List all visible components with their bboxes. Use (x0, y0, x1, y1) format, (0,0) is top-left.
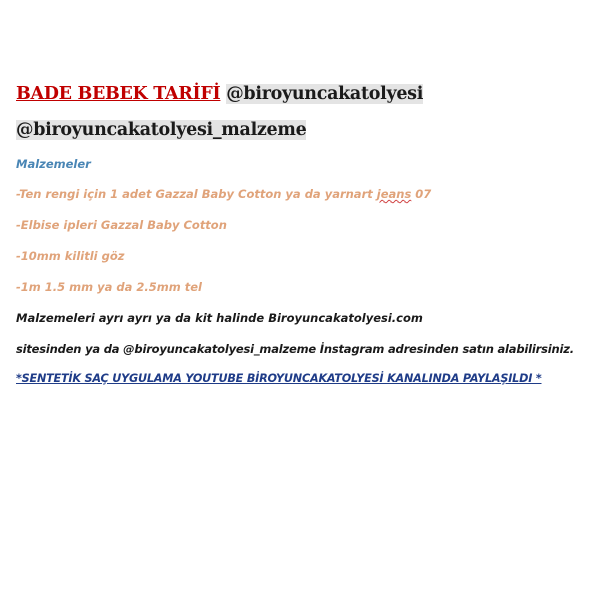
material-item-eyes: -10mm kilitli göz (16, 249, 125, 263)
materials-heading: Malzemeler (16, 157, 91, 171)
instagram-handle: @biroyuncakatolyesi (226, 84, 424, 104)
material-item-dress-yarn: -Elbise ipleri Gazzal Baby Cotton (16, 218, 227, 232)
purchase-info-line-1: Malzemeleri ayrı ayrı ya da kit halinde Biroyuncakatolyesi.com (16, 311, 423, 325)
material-item-wire: -1m 1.5 mm ya da 2.5mm tel (16, 280, 202, 294)
purchase-info-line-2: sitesinden ya da @biroyuncakatolyesi_malzeme İnstagram adresinden satın alabilirsiniz. (16, 342, 574, 356)
material-item-text: -Ten rengi için 1 adet Gazzal Baby Cotton ya da yarnart (16, 187, 377, 201)
spellcheck-flagged-word: jeans (376, 187, 412, 201)
material-item-skin-yarn (16, 187, 431, 201)
synthetic-hair-note: *SENTETİK SAÇ UYGULAMA YOUTUBE BİROYUNCAKATOLYESİ KANALINDA PAYLAŞILDI * (16, 372, 542, 385)
recipe-title-text: BADE BEBEK TARİFİ (16, 84, 221, 104)
materials-handle: @biroyuncakatolyesi_malzeme (16, 120, 307, 140)
recipe-title (16, 84, 423, 104)
material-item-tail: 07 (411, 187, 432, 201)
